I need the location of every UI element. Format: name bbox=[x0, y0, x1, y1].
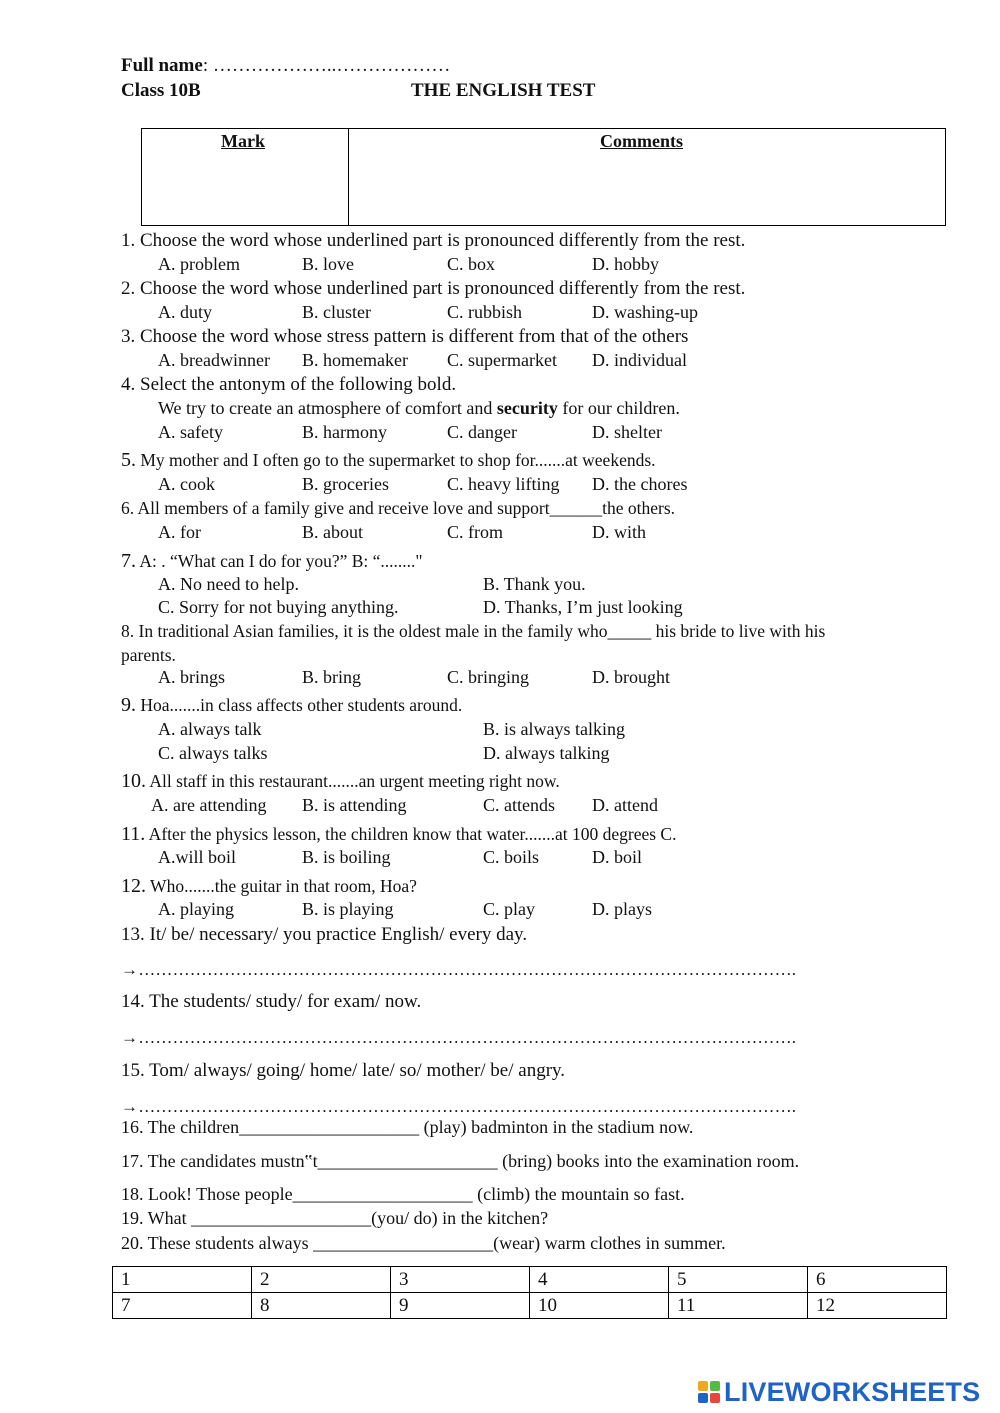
answer-row-2 bbox=[113, 1293, 947, 1319]
question-13: 13. It/ be/ necessary/ you practice English/ every day. bbox=[121, 924, 528, 945]
mark-divider bbox=[348, 129, 349, 225]
question-8: 8. In traditional Asian families, it is the oldest male in the family who_____ his bride to live with his bbox=[121, 621, 826, 641]
answer-cell-5[interactable]: 5 bbox=[669, 1267, 808, 1293]
q12-option-c[interactable]: C. play bbox=[483, 899, 535, 919]
q4-option-c[interactable]: C. danger bbox=[447, 422, 517, 442]
answer-cell-3[interactable]: 3 bbox=[391, 1267, 530, 1293]
question-12 bbox=[121, 875, 417, 898]
answer-row-1 bbox=[113, 1267, 947, 1293]
q4-option-b[interactable]: B. harmony bbox=[302, 422, 387, 442]
q5-text: My mother and I often go to the supermarket to shop for.......at weekends. bbox=[136, 450, 656, 470]
q15-answer-line[interactable]: →……………………………………………………………………………………………………. bbox=[121, 1097, 797, 1116]
q3-option-b[interactable]: B. homemaker bbox=[302, 350, 408, 370]
q2-option-a[interactable]: A. duty bbox=[158, 302, 212, 322]
question-19[interactable]: 19. What ____________________(you/ do) in the kitchen? bbox=[121, 1208, 549, 1228]
q12-option-a[interactable]: A. playing bbox=[158, 899, 234, 919]
question-10 bbox=[121, 770, 560, 793]
q4-sentence-start: We try to create an atmosphere of comfort and bbox=[158, 398, 497, 418]
watermark-text: LIVEWORKSHEETS bbox=[724, 1376, 981, 1407]
answer-cell-12[interactable]: 12 bbox=[808, 1293, 947, 1319]
q1-option-b[interactable]: B. love bbox=[302, 254, 354, 274]
liveworksheets-logo-icon bbox=[698, 1381, 720, 1403]
q12-text: Who.......the guitar in that room, Hoa? bbox=[146, 876, 417, 896]
answer-cell-11[interactable]: 11 bbox=[669, 1293, 808, 1319]
q10-number: 10. bbox=[121, 770, 146, 792]
question-1: 1. Choose the word whose underlined part is pronounced differently from the rest. bbox=[121, 230, 746, 251]
question-4: 4. Select the antonym of the following bold. bbox=[121, 374, 457, 395]
question-7 bbox=[121, 550, 423, 573]
q2-option-b[interactable]: B. cluster bbox=[302, 302, 371, 322]
q7-option-a[interactable]: A. No need to help. bbox=[158, 574, 299, 594]
q5-option-d[interactable]: D. the chores bbox=[592, 474, 688, 494]
question-20[interactable]: 20. These students always ____________________(wear) warm clothes in summer. bbox=[121, 1233, 726, 1253]
q4-sentence bbox=[158, 398, 680, 419]
logo-square-3 bbox=[698, 1393, 708, 1403]
q1-option-a[interactable]: A. problem bbox=[158, 254, 240, 274]
logo-square-4 bbox=[710, 1393, 720, 1403]
question-15: 15. Tom/ always/ going/ home/ late/ so/ mother/ be/ angry. bbox=[121, 1060, 566, 1081]
q3-option-a[interactable]: A. breadwinner bbox=[158, 350, 270, 370]
question-11 bbox=[121, 823, 676, 846]
question-8-continued: parents. bbox=[121, 645, 176, 665]
q2-option-d[interactable]: D. washing-up bbox=[592, 302, 698, 322]
q6-option-c[interactable]: C. from bbox=[447, 522, 503, 542]
q9-text: Hoa.......in class affects other students around. bbox=[136, 695, 463, 715]
q9-option-b[interactable]: B. is always talking bbox=[483, 719, 625, 739]
q11-number: 11. bbox=[121, 823, 146, 845]
q8-option-d[interactable]: D. brought bbox=[592, 667, 670, 687]
question-5 bbox=[121, 449, 656, 472]
question-16[interactable]: 16. The children____________________ (play) badminton in the stadium now. bbox=[121, 1117, 694, 1137]
q3-option-c[interactable]: C. supermarket bbox=[447, 350, 557, 370]
test-title: THE ENGLISH TEST bbox=[411, 80, 596, 101]
q14-answer-line[interactable]: →……………………………………………………………………………………………………. bbox=[121, 1028, 797, 1047]
q4-bold-word: security bbox=[496, 398, 558, 418]
q6-option-d[interactable]: D. with bbox=[592, 522, 646, 542]
q12-option-b[interactable]: B. is playing bbox=[302, 899, 394, 919]
q8-option-a[interactable]: A. brings bbox=[158, 667, 225, 687]
q7-number: 7. bbox=[121, 550, 136, 572]
q5-option-b[interactable]: B. groceries bbox=[302, 474, 389, 494]
mark-heading: Mark bbox=[221, 131, 265, 151]
question-18[interactable]: 18. Look! Those people____________________ (climb) the mountain so fast. bbox=[121, 1184, 685, 1204]
q2-option-c[interactable]: C. rubbish bbox=[447, 302, 523, 322]
q4-option-a[interactable]: A. safety bbox=[158, 422, 223, 442]
answer-cell-7[interactable]: 7 bbox=[113, 1293, 252, 1319]
full-name-line bbox=[121, 55, 450, 77]
q8-option-b[interactable]: B. bring bbox=[302, 667, 362, 687]
full-name-blank[interactable]: : ………………..……………… bbox=[202, 55, 451, 76]
logo-square-1 bbox=[698, 1381, 708, 1391]
q1-option-c[interactable]: C. box bbox=[447, 254, 496, 274]
q7-option-b[interactable]: B. Thank you. bbox=[483, 574, 586, 594]
q10-option-d[interactable]: D. attend bbox=[592, 795, 658, 815]
q12-number: 12. bbox=[121, 875, 146, 897]
answer-table bbox=[112, 1266, 947, 1319]
q7-option-c[interactable]: C. Sorry for not buying anything. bbox=[158, 597, 399, 617]
logo-square-2 bbox=[710, 1381, 720, 1391]
q11-option-d[interactable]: D. boil bbox=[592, 847, 643, 867]
q4-sentence-end: for our children. bbox=[557, 398, 680, 418]
q11-option-a[interactable]: A.will boil bbox=[158, 847, 237, 867]
answer-cell-2[interactable]: 2 bbox=[252, 1267, 391, 1293]
q5-number: 5. bbox=[121, 449, 136, 471]
q6-option-a[interactable]: A. for bbox=[158, 522, 201, 542]
q8-option-c[interactable]: C. bringing bbox=[447, 667, 530, 687]
question-3: 3. Choose the word whose stress pattern is different from that of the others bbox=[121, 326, 689, 347]
q10-option-c[interactable]: C. attends bbox=[483, 795, 555, 815]
comments-heading: Comments bbox=[600, 131, 683, 151]
q7-option-d[interactable]: D. Thanks, I’m just looking bbox=[483, 597, 683, 617]
q5-option-a[interactable]: A. cook bbox=[158, 474, 215, 494]
q6-option-b[interactable]: B. about bbox=[302, 522, 363, 542]
q9-option-d[interactable]: D. always talking bbox=[483, 743, 610, 763]
q13-answer-line[interactable]: →……………………………………………………………………………………………………. bbox=[121, 960, 797, 979]
q10-option-a[interactable]: A. are attending bbox=[151, 795, 267, 815]
answer-cell-9[interactable]: 9 bbox=[391, 1293, 530, 1319]
answer-cell-4[interactable]: 4 bbox=[530, 1267, 669, 1293]
question-17[interactable]: 17. The candidates mustn‟t____________________ (bring) books into the examination room. bbox=[121, 1151, 800, 1171]
q9-option-a[interactable]: A. always talk bbox=[158, 719, 262, 739]
question-9 bbox=[121, 694, 462, 717]
q9-number: 9. bbox=[121, 694, 136, 716]
answer-cell-1[interactable]: 1 bbox=[113, 1267, 252, 1293]
class-label: Class 10B bbox=[121, 80, 201, 101]
q11-option-c[interactable]: C. boils bbox=[483, 847, 540, 867]
question-6: 6. All members of a family give and receive love and support______the others. bbox=[121, 498, 676, 518]
q12-option-d[interactable]: D. plays bbox=[592, 899, 652, 919]
question-2: 2. Choose the word whose underlined part is pronounced differently from the rest. bbox=[121, 278, 746, 299]
q10-option-b[interactable]: B. is attending bbox=[302, 795, 407, 815]
answer-cell-6[interactable]: 6 bbox=[808, 1267, 947, 1293]
liveworksheets-watermark bbox=[698, 1374, 980, 1410]
mark-table bbox=[141, 128, 946, 226]
q5-option-c[interactable]: C. heavy lifting bbox=[447, 474, 560, 494]
full-name-label: Full name bbox=[121, 55, 203, 76]
answer-cell-8[interactable]: 8 bbox=[252, 1293, 391, 1319]
q1-option-d[interactable]: D. hobby bbox=[592, 254, 659, 274]
q10-text: All staff in this restaurant.......an urgent meeting right now. bbox=[146, 771, 560, 791]
q7-text: A: . “What can I do for you?” B: “........" bbox=[136, 551, 423, 571]
answer-cell-10[interactable]: 10 bbox=[530, 1293, 669, 1319]
q11-text: After the physics lesson, the children know that water.......at 100 degrees C. bbox=[145, 824, 677, 844]
q4-option-d[interactable]: D. shelter bbox=[592, 422, 662, 442]
q11-option-b[interactable]: B. is boiling bbox=[302, 847, 391, 867]
q9-option-c[interactable]: C. always talks bbox=[158, 743, 268, 763]
q3-option-d[interactable]: D. individual bbox=[592, 350, 687, 370]
question-14: 14. The students/ study/ for exam/ now. bbox=[121, 991, 422, 1012]
